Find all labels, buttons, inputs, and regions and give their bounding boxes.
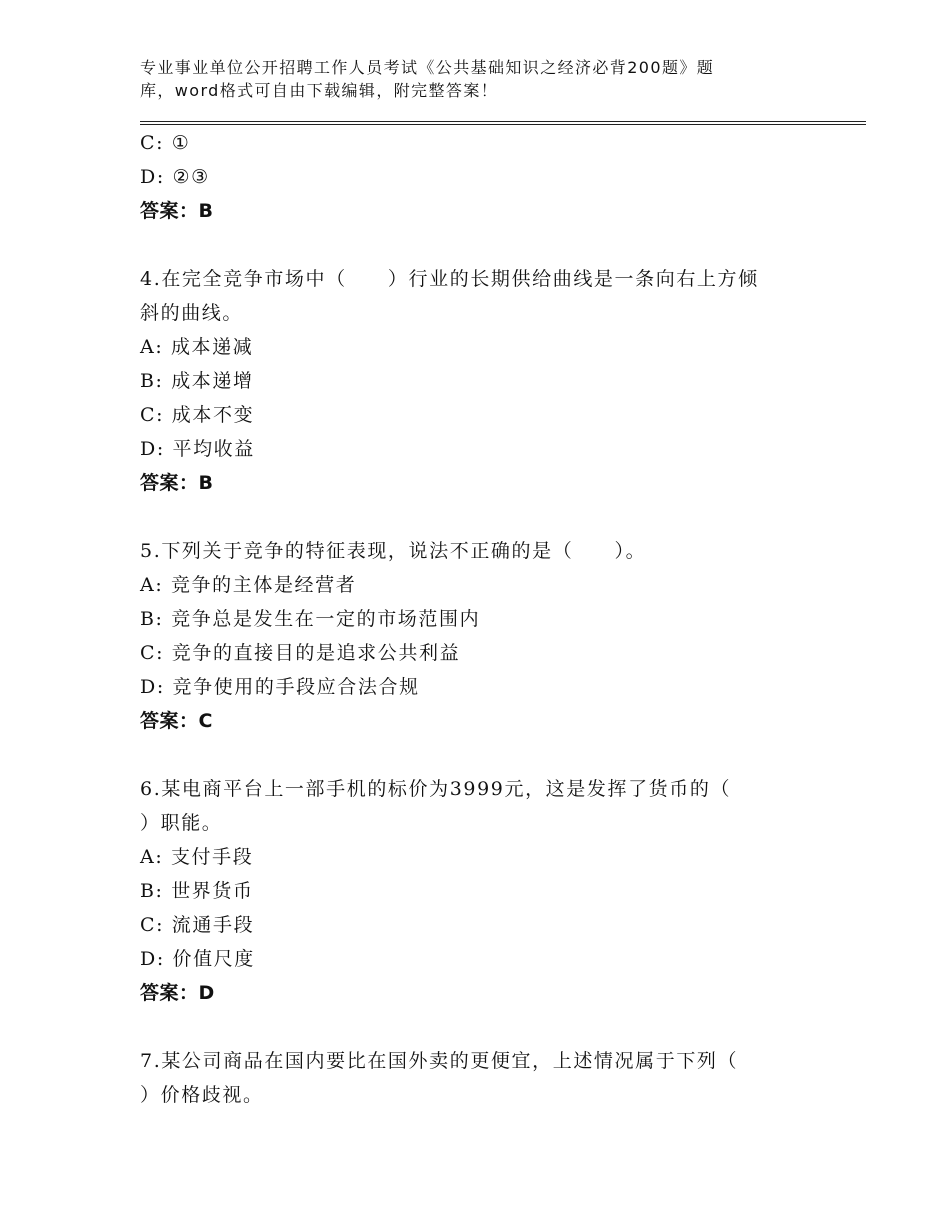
answer-label: 答案：D [140, 982, 215, 1004]
document-body [140, 126, 840, 1112]
question-4 [140, 262, 840, 500]
option-c: C: 流通手段 [140, 914, 255, 936]
header-title-line-2: 库，word格式可自由下载编辑，附完整答案！ [140, 81, 499, 100]
option-a: A: 成本递减 [140, 336, 254, 358]
option-d: D: 竞争使用的手段应合法合规 [140, 676, 420, 698]
option-b: B: 成本递增 [140, 370, 254, 392]
option-a: A: 支付手段 [140, 846, 254, 868]
answer-label: 答案：B [140, 472, 214, 494]
document-header [140, 56, 780, 102]
question-stem-continued: 斜的曲线。 [140, 302, 244, 324]
question-5 [140, 534, 840, 738]
option-d: D: ②③ [140, 166, 210, 188]
question-stem: 7.某公司商品在国内要比在国外卖的更便宜，上述情况属于下列（ [140, 1050, 739, 1072]
option-c: C: 竞争的直接目的是追求公共利益 [140, 642, 461, 664]
option-a: A: 竞争的主体是经营者 [140, 574, 357, 596]
answer-label: 答案：C [140, 710, 213, 732]
answer-label: 答案：B [140, 200, 214, 222]
question-6 [140, 772, 840, 1010]
option-c: C: 成本不变 [140, 404, 255, 426]
header-title-line-1: 专业事业单位公开招聘工作人员考试《公共基础知识之经济必背200题》题 [140, 58, 715, 77]
option-b: B: 世界货币 [140, 880, 254, 902]
question-stem: 4.在完全竞争市场中（ ）行业的长期供给曲线是一条向右上方倾 [140, 268, 759, 290]
carryover-question [140, 126, 840, 228]
question-stem: 5.下列关于竞争的特征表现，说法不正确的是（ ）。 [140, 540, 647, 562]
header-rule-bottom [140, 124, 866, 125]
question-stem-continued: ）职能。 [140, 812, 223, 834]
option-d: D: 平均收益 [140, 438, 255, 460]
option-b: B: 竞争总是发生在一定的市场范围内 [140, 608, 481, 630]
question-stem-continued: ）价格歧视。 [140, 1084, 264, 1106]
header-rule-top [140, 121, 866, 122]
question-7 [140, 1044, 840, 1112]
option-c: C: ① [140, 132, 191, 154]
option-d: D: 价值尺度 [140, 948, 255, 970]
question-stem: 6.某电商平台上一部手机的标价为3999元，这是发挥了货币的（ [140, 778, 732, 800]
